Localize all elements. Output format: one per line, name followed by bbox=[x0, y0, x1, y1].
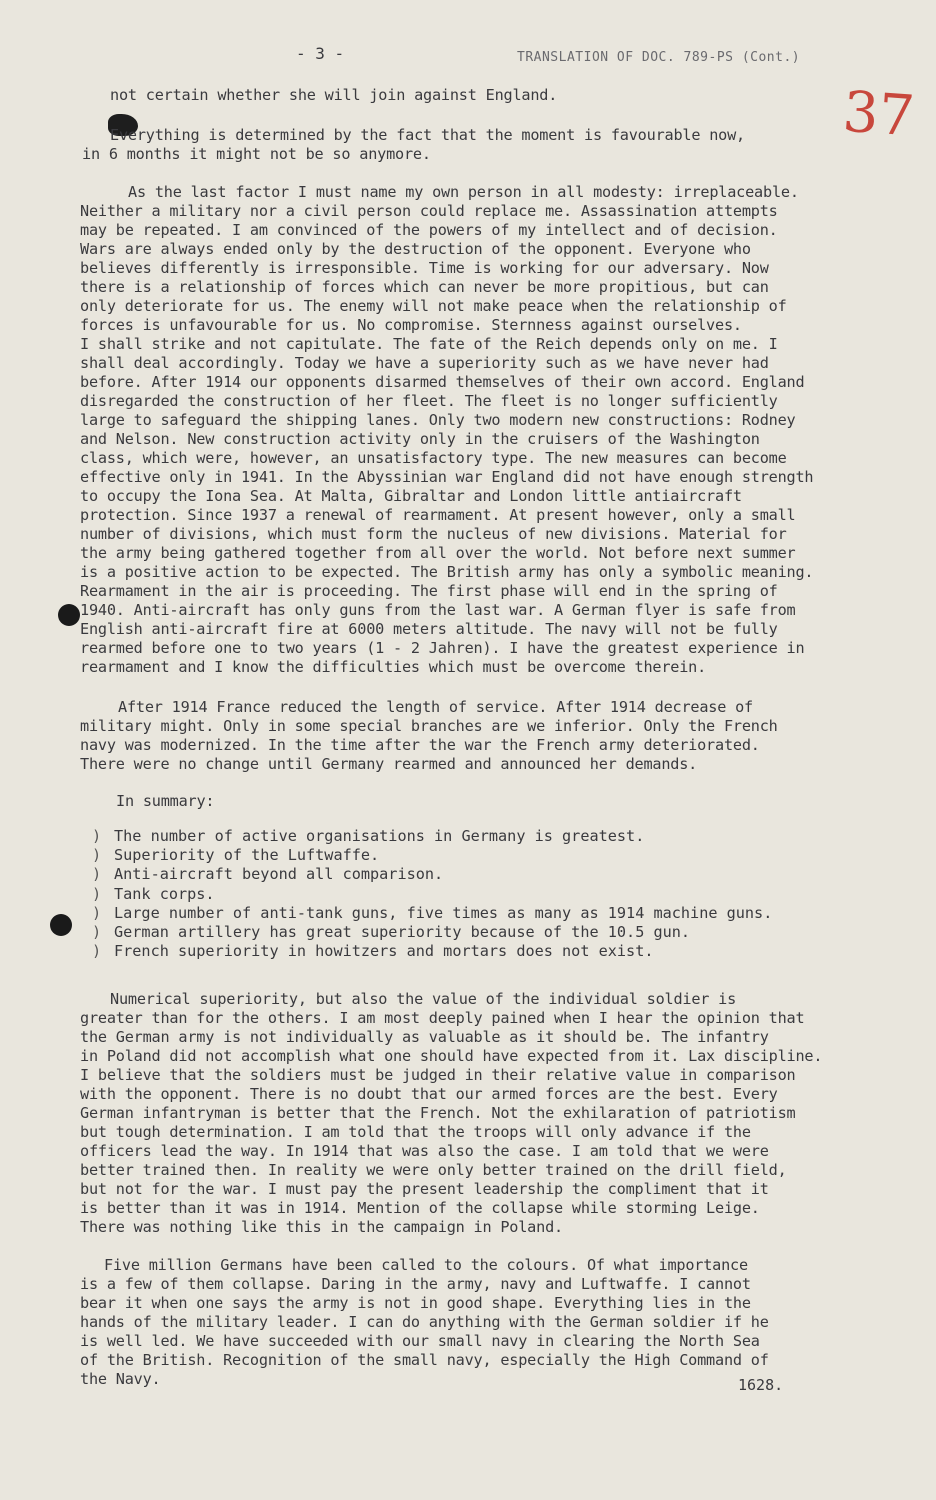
summary-heading: In summary: bbox=[116, 792, 215, 810]
paragraph-4-line-3: navy was modernized. In the time after the war the French army deteriorated. bbox=[80, 736, 760, 754]
paragraph-7-line-7: the Navy. bbox=[80, 1370, 161, 1388]
paragraph-3-line-15: class, which were, however, an unsatisfactory type. The new measures can become bbox=[80, 449, 787, 467]
paragraph-3-line-7: only deteriorate for us. The enemy will not make peace when the relationship of bbox=[80, 297, 787, 315]
paragraph-3-line-9: I shall strike and not capitulate. The fate of the Reich depends only on me. I bbox=[80, 335, 778, 353]
summary-brackets: ) ) ) ) ) ) ) bbox=[92, 827, 102, 961]
summary-item: German artillery has great superiority because of the 10.5 gun. bbox=[114, 923, 691, 942]
paragraph-7-line-1: Five million Germans have been called to the colours. Of what importance bbox=[104, 1256, 748, 1274]
paragraph-3-line-23: 1940. Anti-aircraft has only guns from the last war. A German flyer is safe from bbox=[80, 601, 796, 619]
paragraph-3-line-2: Neither a military nor a civil person could replace me. Assassination attempts bbox=[80, 202, 778, 220]
paragraph-3-line-26: rearmament and I know the difficulties which must be overcome therein. bbox=[80, 658, 707, 676]
paragraph-7-line-3: bear it when one says the army is not in good shape. Everything lies in the bbox=[80, 1294, 751, 1312]
summary-item: Tank corps. bbox=[114, 884, 215, 903]
paragraph-6-line-6: with the opponent. There is no doubt that our armed forces are the best. Every bbox=[80, 1085, 778, 1103]
paragraph-4-line-4: There were no change until Germany rearmed and announced her demands. bbox=[80, 755, 698, 773]
paragraph-3-line-1: As the last factor I must name my own person in all modesty: irreplaceable. bbox=[128, 183, 799, 201]
paragraph-2-line-1: Everything is determined by the fact that the moment is favourable now, bbox=[110, 126, 745, 144]
paragraph-1-line-1: not certain whether she will join against England. bbox=[110, 86, 558, 104]
paragraph-3-line-8: forces is unfavourable for us. No compromise. Sternness against ourselves. bbox=[80, 316, 742, 334]
paragraph-3-line-17: to occupy the Iona Sea. At Malta, Gibraltar and London little antiaircraft bbox=[80, 487, 742, 505]
punch-hole-top bbox=[58, 604, 80, 626]
summary-list bbox=[114, 827, 772, 961]
paragraph-3-line-13: large to safeguard the shipping lanes. Only two modern new constructions: Rodney bbox=[80, 411, 796, 429]
paragraph-2-line-2: in 6 months it might not be so anymore. bbox=[82, 145, 431, 163]
paragraph-6-line-3: the German army is not individually as valuable as it should be. The infantry bbox=[80, 1028, 769, 1046]
paragraph-6-line-4: in Poland did not accomplish what one should have expected from it. Lax discipline. bbox=[80, 1047, 823, 1065]
paragraph-6-line-7: German infantryman is better that the French. Not the exhilaration of patriotism bbox=[80, 1104, 796, 1122]
paragraph-6-line-1: Numerical superiority, but also the value of the individual soldier is bbox=[110, 990, 737, 1008]
paragraph-3-line-5: believes differently is irresponsible. Time is working for our adversary. Now bbox=[80, 259, 769, 277]
paragraph-3-line-21: is a positive action to be expected. The British army has only a symbolic meaning. bbox=[80, 563, 814, 581]
paragraph-3-line-6: there is a relationship of forces which can never be more propitious, but can bbox=[80, 278, 769, 296]
paragraph-3-line-4: Wars are always ended only by the destruction of the opponent. Everyone who bbox=[80, 240, 751, 258]
punch-hole-bottom bbox=[50, 914, 72, 936]
document-title: TRANSLATION OF DOC. 789-PS (Cont.) bbox=[517, 50, 801, 65]
paragraph-3-line-24: English anti-aircraft fire at 6000 meters altitude. The navy will not be fully bbox=[80, 620, 778, 638]
paragraph-3-line-22: Rearmament in the air is proceeding. The first phase will end in the spring of bbox=[80, 582, 778, 600]
paragraph-3-line-18: protection. Since 1937 a renewal of rearmament. At present however, only a small bbox=[80, 506, 796, 524]
handwritten-page-number: 37 bbox=[840, 79, 917, 150]
paragraph-3-line-3: may be repeated. I am convinced of the powers of my intellect and of decision. bbox=[80, 221, 778, 239]
paragraph-6-line-5: I believe that the soldiers must be judged in their relative value in comparison bbox=[80, 1066, 796, 1084]
paragraph-7-line-2: is a few of them collapse. Daring in the army, navy and Luftwaffe. I cannot bbox=[80, 1275, 751, 1293]
paragraph-6-line-8: but tough determination. I am told that the troops will only advance if the bbox=[80, 1123, 751, 1141]
paragraph-3-line-12: disregarded the construction of her fleet. The fleet is no longer sufficiently bbox=[80, 392, 778, 410]
summary-item: Anti-aircraft beyond all comparison. bbox=[114, 865, 444, 884]
paragraph-6-line-2: greater than for the others. I am most deeply pained when I hear the opinion that bbox=[80, 1009, 805, 1027]
paragraph-6-line-12: is better than it was in 1914. Mention of the collapse while storming Leige. bbox=[80, 1199, 760, 1217]
paragraph-6-line-9: officers lead the way. In 1914 that was also the case. I am told that we were bbox=[80, 1142, 769, 1160]
paragraph-3-line-11: before. After 1914 our opponents disarmed themselves of their own accord. England bbox=[80, 373, 805, 391]
summary-item: French superiority in howitzers and mortars does not exist. bbox=[114, 942, 654, 961]
paragraph-3-line-20: the army being gathered together from all over the world. Not before next summer bbox=[80, 544, 796, 562]
summary-item: Large number of anti-tank guns, five times as many as 1914 machine guns. bbox=[114, 903, 773, 922]
page-number: - 3 - bbox=[296, 44, 345, 63]
paragraph-6-line-11: but not for the war. I must pay the present leadership the compliment that it bbox=[80, 1180, 769, 1198]
paragraph-3-line-14: and Nelson. New construction activity only in the cruisers of the Washington bbox=[80, 430, 760, 448]
paragraph-7-line-5: is well led. We have succeeded with our small navy in clearing the North Sea bbox=[80, 1332, 760, 1350]
paragraph-6-line-10: better trained then. In reality we were only better trained on the drill field, bbox=[80, 1161, 787, 1179]
paragraph-6-line-13: There was nothing like this in the campaign in Poland. bbox=[80, 1218, 563, 1236]
paragraph-3-line-19: number of divisions, which must form the nucleus of new divisions. Material for bbox=[80, 525, 787, 543]
paragraph-4-line-1: After 1914 France reduced the length of service. After 1914 decrease of bbox=[118, 698, 753, 716]
document-number: 1628. bbox=[738, 1376, 784, 1394]
summary-item: The number of active organisations in Germany is greatest. bbox=[114, 827, 645, 845]
paragraph-3-line-16: effective only in 1941. In the Abyssinian war England did not have enough strength bbox=[80, 468, 814, 486]
paragraph-3-line-10: shall deal accordingly. Today we have a superiority such as we have never had bbox=[80, 354, 769, 372]
paragraph-7-line-6: of the British. Recognition of the small navy, especially the High Command of bbox=[80, 1351, 769, 1369]
paragraph-7-line-4: hands of the military leader. I can do anything with the German soldier if he bbox=[80, 1313, 769, 1331]
summary-item: Superiority of the Luftwaffe. bbox=[114, 846, 380, 865]
paragraph-3-line-25: rearmed before one to two years (1 - 2 Jahren). I have the greatest experience in bbox=[80, 639, 805, 657]
paragraph-4-line-2: military might. Only in some special branches are we inferior. Only the French bbox=[80, 717, 778, 735]
